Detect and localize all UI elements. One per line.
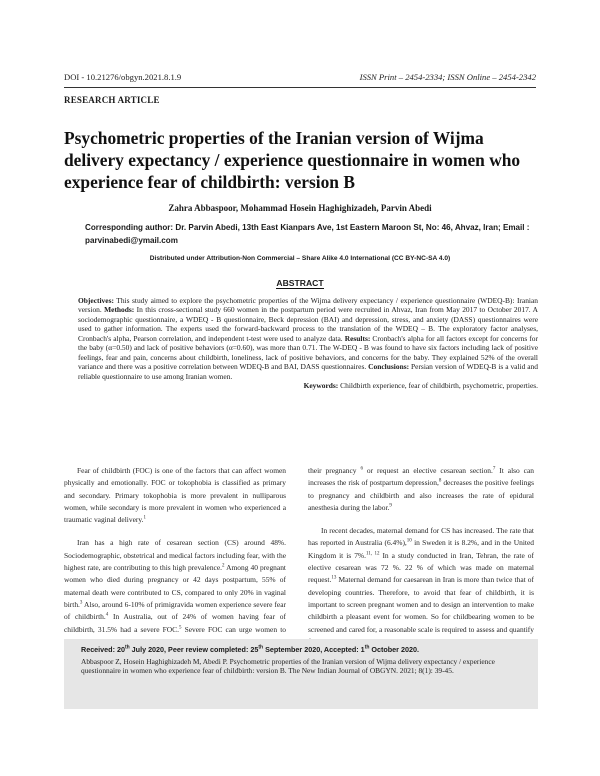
doi-label: DOI - 10.21276/obgyn.2021.8.1.9 bbox=[64, 72, 182, 82]
objectives-text: This study aimed to explore the psychometric properties of the Wijma delivery expectancy / experience questionnaire (WDEQ-B): Iranian version. bbox=[78, 296, 538, 315]
objectives-label: Objectives: bbox=[78, 296, 114, 305]
body-paragraph: Iran has a high rate of cesarean section (CS) around 48%. Sociodemographic, obstetrical and medical factors including fear, with the highest rate, are contributing to this high prevalence.$^2$ Among 40 pregnant women who died during pregnancy or 42 days postpartum, 55% of maternal death were contributed to CS, compared to only 20% in vaginal birth.$^3$ Also, around 6-10% of primigravida women experience severe fear of childbirth.$^4$ In Australia, out of 24% of women having fear of childbirth, 31.5% had a severe FOC.$^5$ Severe FOC can urge women to bbox=[64, 538, 286, 634]
citation-text: Abbaspoor Z, Hosein Haghighizadeh M, Abedi P. Psychometric properties of the Iranian version of Wijma delivery expectancy / experience questionnaire in women who experience fear of childbirth: version B. The New Indian Journal of OBGYN. 2021; 8(1): 39-45. bbox=[81, 657, 495, 676]
reference-marker[interactable]: 8 bbox=[438, 478, 442, 484]
body-column-left bbox=[64, 465, 286, 648]
reference-marker[interactable]: 7 bbox=[492, 466, 496, 472]
methods-label: Methods: bbox=[104, 305, 135, 315]
reference-marker[interactable]: 4 bbox=[105, 612, 109, 618]
keywords-text: Childbirth experience, fear of childbirth, psychometric, properties. bbox=[338, 381, 538, 391]
conclusions-text: Persian version of WDEQ-B is a valid and reliable questionnaire to use among Iranian women. bbox=[78, 362, 538, 381]
header-rule bbox=[64, 87, 536, 88]
reference-marker[interactable]: 1 bbox=[143, 515, 146, 521]
issn-label: ISSN Print – 2454-2334; ISSN Online – 2454-2342 bbox=[359, 72, 536, 82]
keywords-label: Keywords: bbox=[303, 381, 339, 391]
reference-marker[interactable]: 3 bbox=[79, 600, 83, 606]
reference-marker[interactable]: 9 bbox=[389, 503, 392, 509]
reference-marker[interactable]: 6 bbox=[360, 466, 363, 472]
reference-marker[interactable]: 2 bbox=[222, 563, 225, 569]
methods-text: In this cross-sectional study 660 women in the postpartum period were recruited in Ahvaz, Iran from May 2017 to October 2017. A sociodemographic questionnaire, a WDEQ - B questionnaire, Beck depression (BAI) and depression, stress, and anxiety (DASS) questionnaires were used to gather information. The experts used the forward-backward process to the translation of the WDEQ – B. The exploratory factor analyses, Cronbach's alpha, Pearson correlation, and independent t-test were used to analyze data. bbox=[78, 305, 538, 343]
citation-box bbox=[64, 639, 538, 709]
reference-marker[interactable]: 11, 12 bbox=[365, 551, 380, 557]
section-label: RESEARCH ARTICLE bbox=[64, 95, 160, 105]
results-text: Cronbach's alpha for all factors except for concerns for the baby (α=0.50) and lack of positive behaviors (α=0.60), was more than 0.71. The W-DEQ - B was found to have six factors including lack of positive feelings, fear and pain, concerns about childbirth, loneliness, lack of positive behaviors, and concerns for the baby. They explained 52% of the overall variance and there was a positive correlation between WDEQ-B and BAI, DASS questionnaires. bbox=[78, 333, 538, 372]
abstract-heading-text: ABSTRACT bbox=[276, 278, 324, 288]
conclusions-label: Conclusions: bbox=[368, 362, 410, 372]
results-label: Results: bbox=[344, 333, 371, 343]
abstract-body bbox=[78, 296, 538, 391]
license-statement: Distributed under Attribution-Non Commercial – Share Alike 4.0 International (CC BY-NC-SA 4.0) bbox=[149, 255, 451, 262]
reference-marker[interactable]: 10 bbox=[406, 539, 412, 544]
corresponding-author: Corresponding author: Dr. Parvin Abedi, 13th East Kianpars Ave, 1st Eastern Maroon St, No: 46, Ahvaz, Iran; Email : parvinabedi@ymail.com bbox=[85, 223, 530, 245]
body-paragraph: their pregnancy $^6$ or request an elective cesarean section.$^7$ It also can increases the risk of postpartum depression,$^8$ decreases the positive feelings to pregnancy and childbirth and also increases the rate of epidural anesthesia during the labor.$^9$ bbox=[308, 466, 534, 512]
received-dates: Received: 20th July 2020, Peer review completed: 25th September 2020, Accepted: 1th October 2020. bbox=[81, 644, 419, 654]
reference-marker[interactable]: 13 bbox=[331, 575, 337, 581]
abstract-heading bbox=[0, 278, 600, 288]
author-list: Zahra Abbaspoor, Mohammad Hosein Haghighizadeh, Parvin Abedi bbox=[168, 203, 432, 213]
reference-marker[interactable]: 5 bbox=[178, 625, 182, 631]
abstract-paragraph bbox=[78, 296, 538, 381]
keywords-line bbox=[78, 381, 538, 390]
article-title: Psychometric properties of the Iranian version of Wijma delivery expectancy / experience questionnaire in women who experience fear of childbirth: version B bbox=[64, 128, 521, 192]
body-paragraph: In recent decades, maternal demand for CS has increased. The rate that has reported in Australia (6.4%),$^{10}$ in Sweden it is 8.2%, and in the United Kingdom it is 7%.$^{11, 12}$ In a study conducted in Iran, Tehran, the rate of elective cesarean was 72 %. 22 % of which was made on maternal request.$^{13}$ Maternal demand for caesarean in Iran is more than twice that of developing countries. Therefore, to avoid that fear of childbirth, it is important to screen pregnant women and to design an intervention to make childbirth a pleasant event for women. So for childbearing women to be screened and cared for, a reasonable scale is required to assess and quantify bbox=[308, 526, 534, 634]
body-column-right bbox=[308, 465, 534, 648]
body-paragraph: Fear of childbirth (FOC) is one of the factors that can affect women physically and emotionally. FOC or tokophobia is classified as primary and secondary. Primary tokophobia is more prevalent in nulliparous women, while secondary is more prevalent in women who experienced a traumatic vaginal delivery.$^1$ bbox=[64, 466, 286, 525]
